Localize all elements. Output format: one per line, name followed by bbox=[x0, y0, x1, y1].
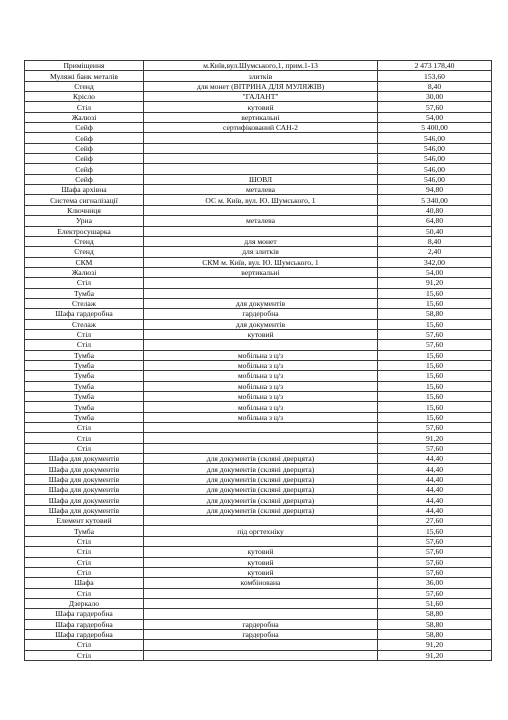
item-name-cell: Сейф bbox=[25, 164, 144, 174]
item-name-cell: Муляжі банк металів bbox=[25, 71, 144, 81]
item-description-cell: мобільна з ц/з bbox=[144, 402, 378, 412]
item-name-cell: Шафа для документів bbox=[25, 495, 144, 505]
item-name-cell: Стіл bbox=[25, 588, 144, 598]
item-value-cell: 58,80 bbox=[378, 619, 492, 629]
item-description-cell bbox=[144, 650, 378, 660]
table-row bbox=[25, 174, 492, 184]
table-row bbox=[25, 619, 492, 629]
item-value-cell: 15,60 bbox=[378, 298, 492, 308]
item-value-cell: 57,60 bbox=[378, 567, 492, 577]
table-row bbox=[25, 495, 492, 505]
item-value-cell: 57,60 bbox=[378, 340, 492, 350]
item-name-cell: Тумба bbox=[25, 360, 144, 370]
table-row bbox=[25, 340, 492, 350]
item-name-cell: Стенд bbox=[25, 247, 144, 257]
table-row bbox=[25, 92, 492, 102]
item-value-cell: 54,00 bbox=[378, 112, 492, 122]
item-value-cell: 50,40 bbox=[378, 226, 492, 236]
item-name-cell: Стіл bbox=[25, 443, 144, 453]
item-value-cell: 57,60 bbox=[378, 102, 492, 112]
item-description-cell bbox=[144, 516, 378, 526]
item-description-cell: для документів (скляні дверцята) bbox=[144, 464, 378, 474]
table-row bbox=[25, 443, 492, 453]
item-description-cell bbox=[144, 423, 378, 433]
item-name-cell: Тумба bbox=[25, 371, 144, 381]
item-value-cell: 91,20 bbox=[378, 640, 492, 650]
table-row bbox=[25, 381, 492, 391]
table-row bbox=[25, 547, 492, 557]
item-value-cell: 546,00 bbox=[378, 174, 492, 184]
item-description-cell bbox=[144, 588, 378, 598]
item-value-cell: 2 473 178,40 bbox=[378, 61, 492, 71]
table-row bbox=[25, 205, 492, 215]
item-description-cell: металева bbox=[144, 216, 378, 226]
table-row bbox=[25, 598, 492, 608]
item-value-cell: 15,60 bbox=[378, 360, 492, 370]
item-description-cell bbox=[144, 143, 378, 153]
item-description-cell: гардеробна bbox=[144, 619, 378, 629]
item-description-cell: для документів (скляні дверцята) bbox=[144, 474, 378, 484]
item-value-cell: 546,00 bbox=[378, 143, 492, 153]
table-row bbox=[25, 143, 492, 153]
table-row bbox=[25, 257, 492, 267]
item-description-cell: мобільна з ц/з bbox=[144, 350, 378, 360]
table-row bbox=[25, 267, 492, 277]
item-value-cell: 58,80 bbox=[378, 309, 492, 319]
item-description-cell: мобільна з ц/з bbox=[144, 360, 378, 370]
table-row bbox=[25, 319, 492, 329]
table-row bbox=[25, 309, 492, 319]
table-row bbox=[25, 288, 492, 298]
item-value-cell: 2,40 bbox=[378, 247, 492, 257]
item-value-cell: 15,60 bbox=[378, 402, 492, 412]
table-row bbox=[25, 236, 492, 246]
item-name-cell: Стіл bbox=[25, 278, 144, 288]
item-description-cell bbox=[144, 288, 378, 298]
item-name-cell: Жалюзі bbox=[25, 112, 144, 122]
item-description-cell bbox=[144, 598, 378, 608]
item-value-cell: 15,60 bbox=[378, 412, 492, 422]
item-description-cell: гардеробна bbox=[144, 629, 378, 639]
item-name-cell: Урна bbox=[25, 216, 144, 226]
item-name-cell: Стіл bbox=[25, 640, 144, 650]
item-description-cell: кутовий bbox=[144, 567, 378, 577]
item-name-cell: Крісло bbox=[25, 92, 144, 102]
item-name-cell: Сейф bbox=[25, 143, 144, 153]
table-row bbox=[25, 629, 492, 639]
item-name-cell: Шафа для документів bbox=[25, 505, 144, 515]
table-row bbox=[25, 640, 492, 650]
table-row bbox=[25, 567, 492, 577]
item-value-cell: 8,40 bbox=[378, 81, 492, 91]
table-row bbox=[25, 423, 492, 433]
item-name-cell: Електросушарка bbox=[25, 226, 144, 236]
item-value-cell: 15,60 bbox=[378, 381, 492, 391]
item-value-cell: 44,40 bbox=[378, 454, 492, 464]
item-value-cell: 27,60 bbox=[378, 516, 492, 526]
table-row bbox=[25, 350, 492, 360]
item-name-cell: Стелаж bbox=[25, 298, 144, 308]
item-value-cell: 57,60 bbox=[378, 547, 492, 557]
item-value-cell: 57,60 bbox=[378, 329, 492, 339]
table-row bbox=[25, 526, 492, 536]
item-name-cell: Стіл bbox=[25, 340, 144, 350]
item-name-cell: Система сигналізації bbox=[25, 195, 144, 205]
item-description-cell: сертифікований САН-2 bbox=[144, 123, 378, 133]
item-value-cell: 57,60 bbox=[378, 588, 492, 598]
item-description-cell: для злитків bbox=[144, 247, 378, 257]
item-value-cell: 57,60 bbox=[378, 536, 492, 546]
item-value-cell: 94,80 bbox=[378, 185, 492, 195]
table-row bbox=[25, 433, 492, 443]
item-description-cell: під оргтехніку bbox=[144, 526, 378, 536]
item-value-cell: 546,00 bbox=[378, 164, 492, 174]
table-row bbox=[25, 402, 492, 412]
item-description-cell: м.Київ,вул.Шумського,1, прим.1-13 bbox=[144, 61, 378, 71]
item-value-cell: 15,60 bbox=[378, 526, 492, 536]
item-name-cell: Стіл bbox=[25, 557, 144, 567]
item-value-cell: 15,60 bbox=[378, 371, 492, 381]
item-name-cell: Сейф bbox=[25, 154, 144, 164]
item-name-cell: Стіл bbox=[25, 423, 144, 433]
table-row bbox=[25, 185, 492, 195]
table-row bbox=[25, 247, 492, 257]
item-value-cell: 58,80 bbox=[378, 609, 492, 619]
item-name-cell: Шафа гардеробна bbox=[25, 629, 144, 639]
table-row bbox=[25, 226, 492, 236]
item-value-cell: 57,60 bbox=[378, 423, 492, 433]
item-name-cell: Шафа гардеробна bbox=[25, 309, 144, 319]
item-name-cell: Стіл bbox=[25, 536, 144, 546]
item-value-cell: 57,60 bbox=[378, 557, 492, 567]
table-row bbox=[25, 278, 492, 288]
item-name-cell: Ключниця bbox=[25, 205, 144, 215]
table-row bbox=[25, 154, 492, 164]
item-description-cell bbox=[144, 609, 378, 619]
item-description-cell: мобільна з ц/з bbox=[144, 371, 378, 381]
item-name-cell: Стіл bbox=[25, 329, 144, 339]
item-name-cell: Стіл bbox=[25, 650, 144, 660]
table-row bbox=[25, 536, 492, 546]
item-name-cell: Жалюзі bbox=[25, 267, 144, 277]
item-name-cell: Шафа bbox=[25, 578, 144, 588]
item-name-cell: Сейф bbox=[25, 123, 144, 133]
table-row bbox=[25, 609, 492, 619]
item-name-cell: Шафа для документів bbox=[25, 454, 144, 464]
table-row bbox=[25, 474, 492, 484]
item-description-cell: мобільна з ц/з bbox=[144, 412, 378, 422]
table-row bbox=[25, 216, 492, 226]
table-row bbox=[25, 61, 492, 71]
item-value-cell: 91,20 bbox=[378, 433, 492, 443]
item-value-cell: 64,80 bbox=[378, 216, 492, 226]
table-row bbox=[25, 81, 492, 91]
item-value-cell: 57,60 bbox=[378, 443, 492, 453]
table-row bbox=[25, 454, 492, 464]
item-name-cell: Шафа для документів bbox=[25, 485, 144, 495]
item-description-cell bbox=[144, 340, 378, 350]
item-description-cell: для монет (ВІТРИНА ДЛЯ МУЛЯЖІВ) bbox=[144, 81, 378, 91]
item-description-cell bbox=[144, 640, 378, 650]
item-description-cell: для документів (скляні дверцята) bbox=[144, 454, 378, 464]
item-name-cell: Стенд bbox=[25, 81, 144, 91]
item-description-cell bbox=[144, 433, 378, 443]
table-row bbox=[25, 588, 492, 598]
table-row bbox=[25, 195, 492, 205]
item-value-cell: 15,60 bbox=[378, 392, 492, 402]
item-name-cell: Тумба bbox=[25, 412, 144, 422]
item-name-cell: Тумба bbox=[25, 526, 144, 536]
item-description-cell: ШОВЛ bbox=[144, 174, 378, 184]
table-row bbox=[25, 505, 492, 515]
table-row bbox=[25, 392, 492, 402]
table-row bbox=[25, 412, 492, 422]
item-name-cell: Елемент кутовий bbox=[25, 516, 144, 526]
table-row bbox=[25, 133, 492, 143]
item-description-cell: для документів (скляні дверцята) bbox=[144, 485, 378, 495]
item-description-cell: комбінована bbox=[144, 578, 378, 588]
item-description-cell: для монет bbox=[144, 236, 378, 246]
table-row bbox=[25, 485, 492, 495]
table-row bbox=[25, 298, 492, 308]
item-description-cell: мобільна з ц/з bbox=[144, 381, 378, 391]
item-value-cell: 91,20 bbox=[378, 278, 492, 288]
item-name-cell: Тумба bbox=[25, 381, 144, 391]
item-name-cell: Шафа для документів bbox=[25, 464, 144, 474]
item-description-cell: вертикальні bbox=[144, 267, 378, 277]
table-row bbox=[25, 123, 492, 133]
inventory-table-body bbox=[25, 61, 492, 661]
item-value-cell: 30,00 bbox=[378, 92, 492, 102]
table-row bbox=[25, 650, 492, 660]
item-description-cell: кутовий bbox=[144, 557, 378, 567]
table-row bbox=[25, 516, 492, 526]
item-value-cell: 15,60 bbox=[378, 319, 492, 329]
item-value-cell: 5 340,00 bbox=[378, 195, 492, 205]
item-value-cell: 546,00 bbox=[378, 154, 492, 164]
item-value-cell: 546,00 bbox=[378, 133, 492, 143]
item-value-cell: 44,40 bbox=[378, 474, 492, 484]
item-description-cell bbox=[144, 133, 378, 143]
table-row bbox=[25, 464, 492, 474]
item-name-cell: Шафа гардеробна bbox=[25, 619, 144, 629]
item-description-cell bbox=[144, 443, 378, 453]
item-description-cell: для документів bbox=[144, 298, 378, 308]
item-name-cell: Дзеркало bbox=[25, 598, 144, 608]
table-row bbox=[25, 371, 492, 381]
item-name-cell: Стіл bbox=[25, 102, 144, 112]
item-description-cell bbox=[144, 536, 378, 546]
item-description-cell: для документів (скляні дверцята) bbox=[144, 495, 378, 505]
item-name-cell: Тумба bbox=[25, 392, 144, 402]
table-row bbox=[25, 112, 492, 122]
item-description-cell: для документів (скляні дверцята) bbox=[144, 505, 378, 515]
item-value-cell: 91,20 bbox=[378, 650, 492, 660]
item-value-cell: 8,40 bbox=[378, 236, 492, 246]
item-value-cell: 40,80 bbox=[378, 205, 492, 215]
item-value-cell: 5 400,00 bbox=[378, 123, 492, 133]
item-value-cell: 342,00 bbox=[378, 257, 492, 267]
item-description-cell bbox=[144, 226, 378, 236]
item-name-cell: Тумба bbox=[25, 288, 144, 298]
item-description-cell: вертикальні bbox=[144, 112, 378, 122]
item-name-cell: Шафа гардеробна bbox=[25, 609, 144, 619]
table-row bbox=[25, 164, 492, 174]
item-name-cell: Стіл bbox=[25, 433, 144, 443]
item-description-cell: гардеробна bbox=[144, 309, 378, 319]
item-value-cell: 44,40 bbox=[378, 485, 492, 495]
item-description-cell: мобільна з ц/з bbox=[144, 392, 378, 402]
item-value-cell: 15,60 bbox=[378, 350, 492, 360]
item-description-cell bbox=[144, 164, 378, 174]
item-value-cell: 15,60 bbox=[378, 288, 492, 298]
item-name-cell: СКМ bbox=[25, 257, 144, 267]
item-name-cell: Стелаж bbox=[25, 319, 144, 329]
item-name-cell: Тумба bbox=[25, 402, 144, 412]
item-value-cell: 51,60 bbox=[378, 598, 492, 608]
item-value-cell: 44,40 bbox=[378, 495, 492, 505]
table-row bbox=[25, 360, 492, 370]
item-name-cell: Стіл bbox=[25, 567, 144, 577]
item-name-cell: Тумба bbox=[25, 350, 144, 360]
item-value-cell: 58,80 bbox=[378, 629, 492, 639]
item-name-cell: Шафа архівна bbox=[25, 185, 144, 195]
item-name-cell: Сейф bbox=[25, 174, 144, 184]
item-value-cell: 44,40 bbox=[378, 505, 492, 515]
item-description-cell: для документів bbox=[144, 319, 378, 329]
item-name-cell: Шафа для документів bbox=[25, 474, 144, 484]
item-description-cell: кутовий bbox=[144, 329, 378, 339]
table-row bbox=[25, 557, 492, 567]
inventory-table bbox=[24, 60, 492, 661]
item-value-cell: 44,40 bbox=[378, 464, 492, 474]
item-description-cell: металева bbox=[144, 185, 378, 195]
item-name-cell: Приміщення bbox=[25, 61, 144, 71]
item-name-cell: Стіл bbox=[25, 547, 144, 557]
item-description-cell: злитків bbox=[144, 71, 378, 81]
item-description-cell: ОС м. Київ, вул. Ю. Шумського, 1 bbox=[144, 195, 378, 205]
item-value-cell: 36,00 bbox=[378, 578, 492, 588]
item-description-cell: "ГАЛАНТ" bbox=[144, 92, 378, 102]
item-name-cell: Сейф bbox=[25, 133, 144, 143]
item-description-cell bbox=[144, 205, 378, 215]
item-name-cell: Стенд bbox=[25, 236, 144, 246]
item-description-cell: кутовий bbox=[144, 547, 378, 557]
item-description-cell bbox=[144, 154, 378, 164]
item-description-cell: кутовий bbox=[144, 102, 378, 112]
item-description-cell bbox=[144, 278, 378, 288]
item-description-cell: СКМ м. Київ, вул. Ю. Шумського, 1 bbox=[144, 257, 378, 267]
item-value-cell: 153,60 bbox=[378, 71, 492, 81]
table-row bbox=[25, 102, 492, 112]
table-row bbox=[25, 329, 492, 339]
item-value-cell: 54,00 bbox=[378, 267, 492, 277]
table-row bbox=[25, 71, 492, 81]
table-row bbox=[25, 578, 492, 588]
